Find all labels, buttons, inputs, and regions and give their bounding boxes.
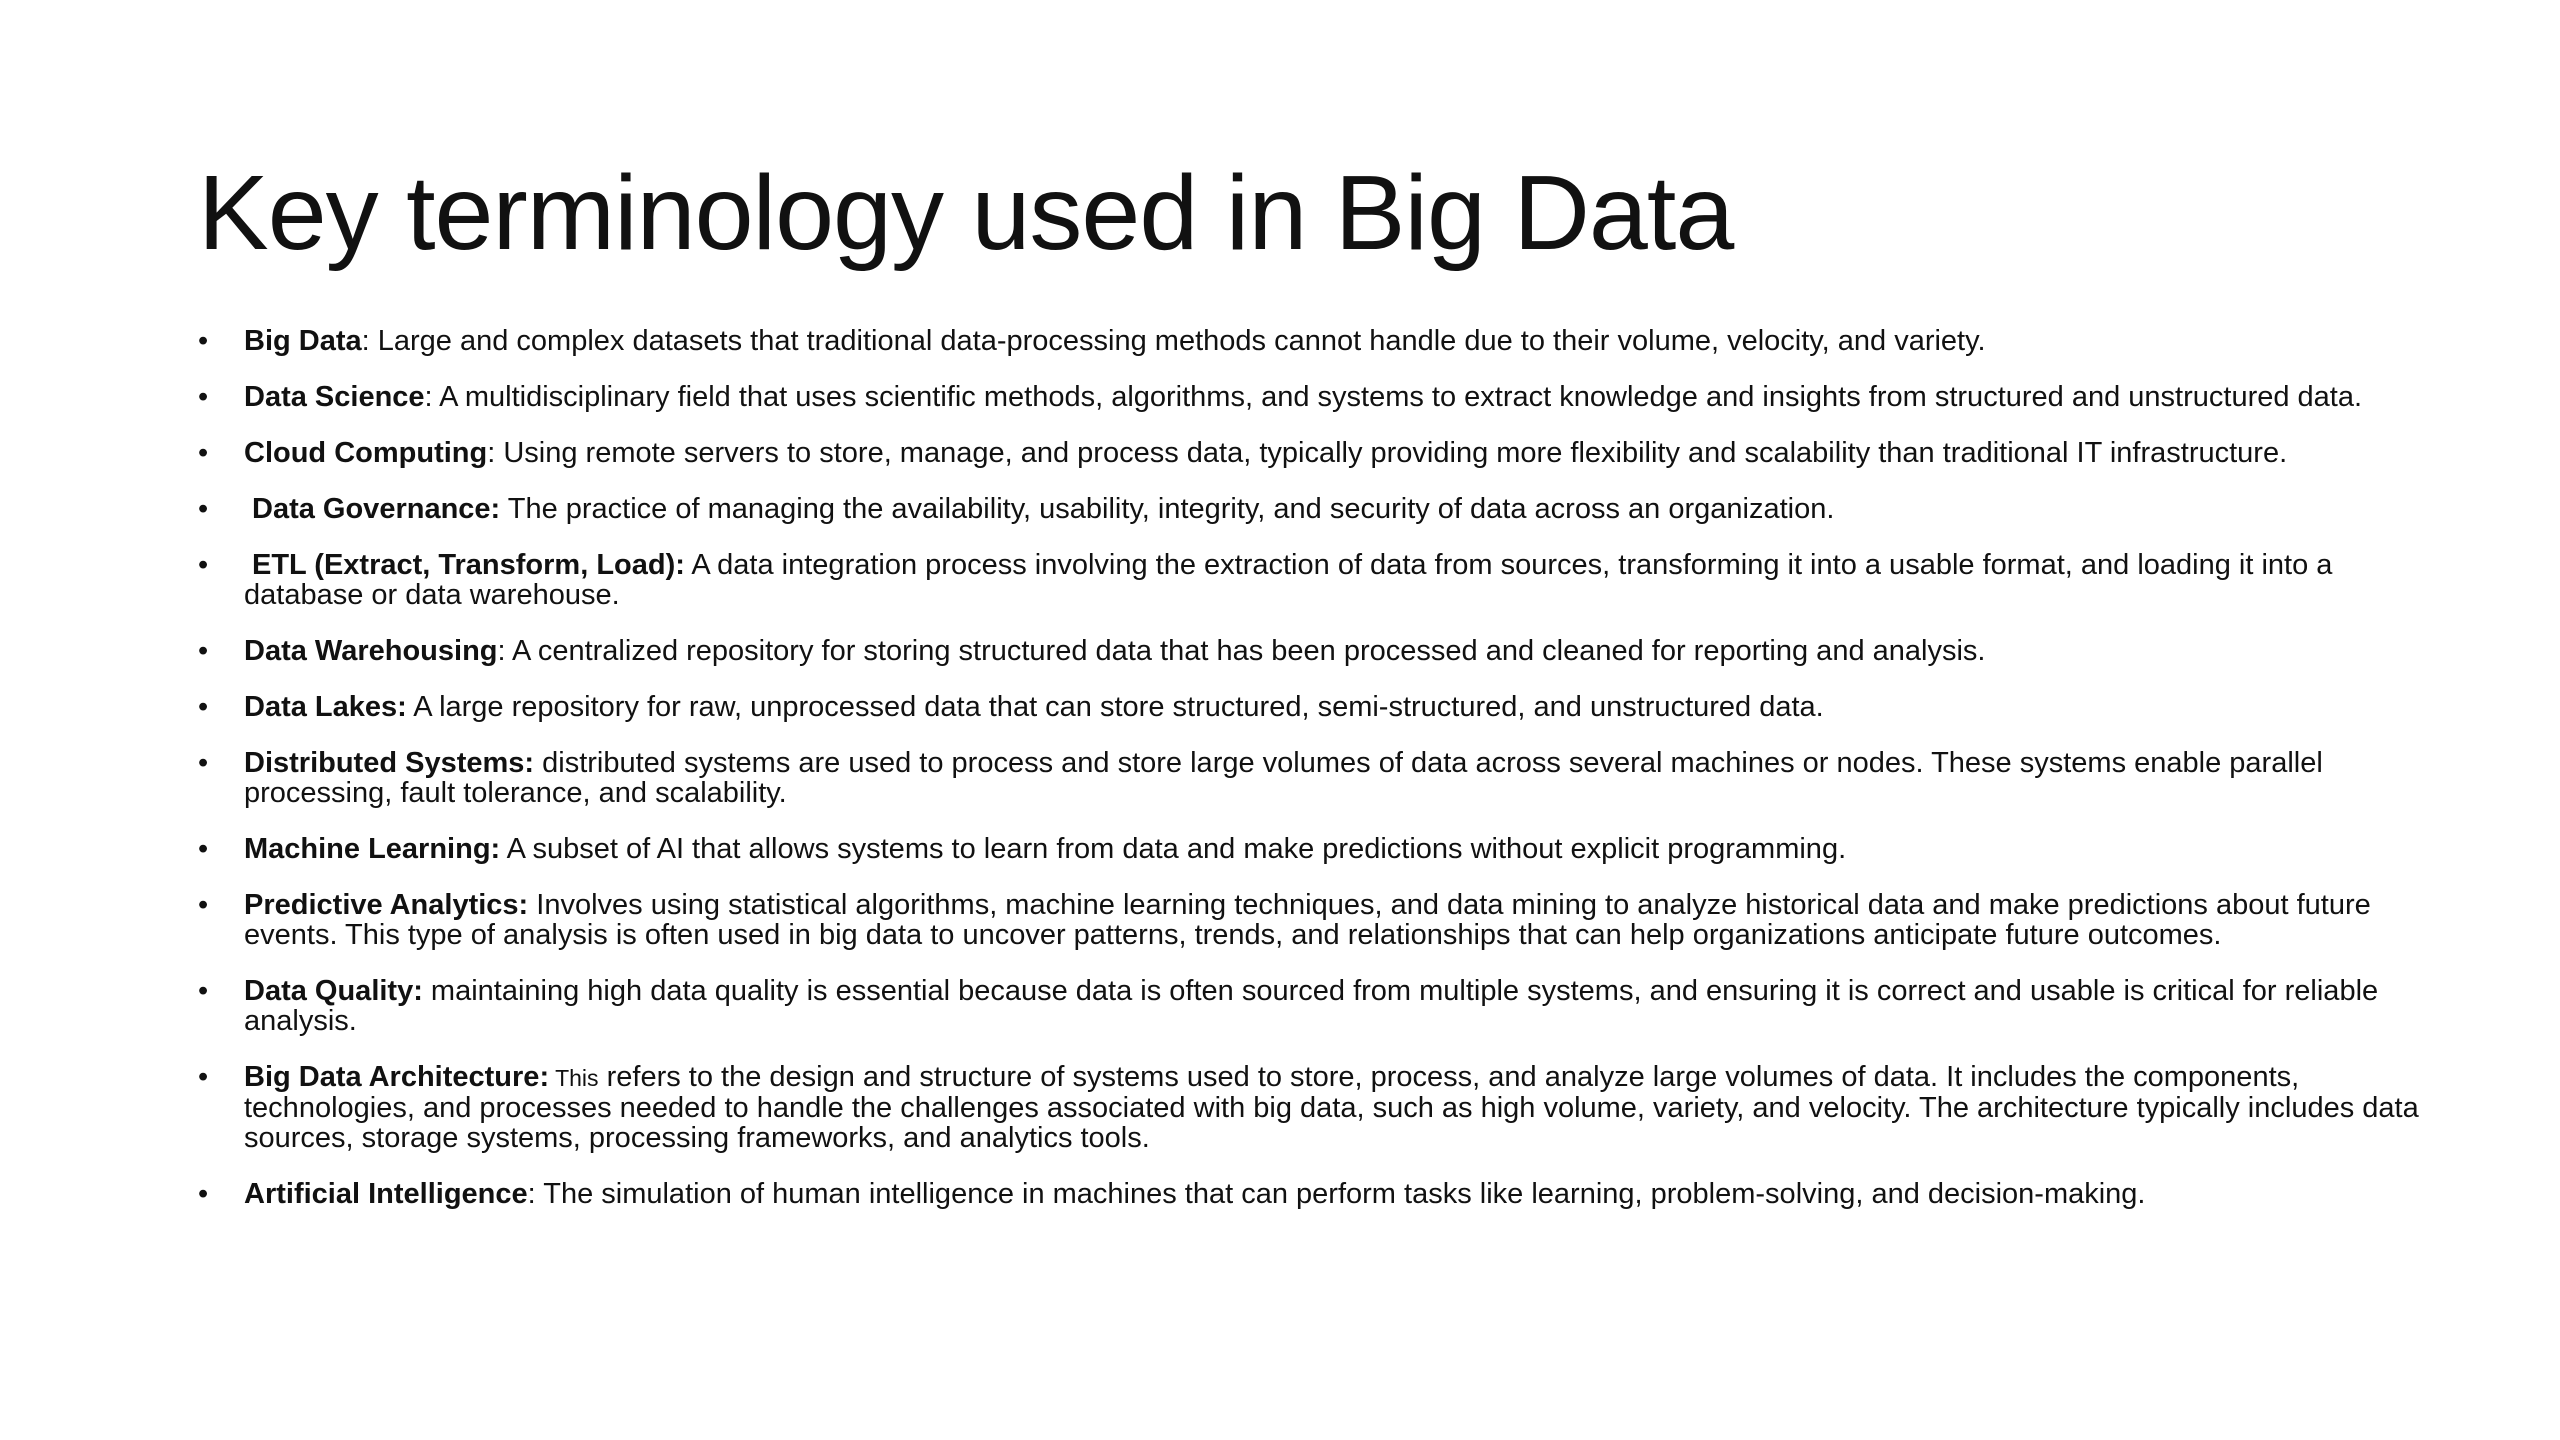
- term-description: The practice of managing the availability, usability, integrity, and security of data across an organization.: [500, 493, 1835, 525]
- term-label: Artificial Intelligence: [244, 1178, 528, 1210]
- term-label: Data Warehousing: [244, 635, 498, 667]
- term-description: A subset of AI that allows systems to learn from data and make predictions without explicit programming.: [500, 833, 1847, 865]
- term-description: maintaining high data quality is essential because data is often sourced from multiple systems, and ensuring it is correct and usable is critical for reliable analysis.: [244, 975, 2379, 1037]
- term-description: A data integration process involving the extraction of data from sources, transforming it into a usable format, and loading it into a database or data warehouse.: [244, 549, 2333, 611]
- term-separator: :: [424, 381, 433, 413]
- term-description: Large and complex datasets that traditional data-processing methods cannot handle due to their volume, velocity, and variety.: [369, 325, 1986, 357]
- list-item-cloud-computing: [198, 438, 2458, 468]
- term-label: Big Data Architecture:: [244, 1061, 550, 1093]
- slide-title: Key terminology used in Big Data: [198, 154, 1734, 272]
- term-description: refers to the design and structure of systems used to store, process, and analyze large volumes of data. It includes the components, technologies, and processes needed to handle the challenges associated with big data, such as high volume, variety, and velocity. The architecture typically includes data sources, storage systems, processing frameworks, and analytics tools.: [244, 1061, 2419, 1154]
- term-label: Machine Learning:: [244, 833, 501, 865]
- term-label: Distributed Systems:: [244, 747, 535, 779]
- term-description: A multidisciplinary field that uses scientific methods, algorithms, and systems to extract knowledge and insights from structured and unstructured data.: [432, 381, 2363, 413]
- list-item-data-quality: [198, 976, 2458, 1036]
- list-item-big-data: [198, 326, 2458, 356]
- terminology-list: [198, 326, 2458, 1235]
- term-description: distributed systems are used to process and store large volumes of data across several machines or nodes. These systems enable parallel processing, fault tolerance, and scalability.: [244, 747, 2323, 809]
- term-description: A centralized repository for storing structured data that has been processed and cleaned for reporting and analysis.: [505, 635, 1986, 667]
- list-item-data-warehousing: [198, 636, 2458, 666]
- list-item-etl: [198, 550, 2458, 610]
- term-description: The simulation of human intelligence in machines that can perform tasks like learning, problem-solving, and decision-making.: [535, 1178, 2146, 1210]
- term-label: Data Governance:: [252, 493, 501, 525]
- term-description: Involves using statistical algorithms, machine learning techniques, and data mining to analyze historical data and make predictions about future events. This type of analysis is often used in big data to uncover patterns, trends, and relationships that can help organizations anticipate future outcomes.: [244, 889, 2371, 951]
- list-item-distributed-systems: [198, 748, 2458, 808]
- term-description: Using remote servers to store, manage, and process data, typically providing more flexibility and scalability than traditional IT infrastructure.: [495, 437, 2288, 469]
- list-item-data-science: [198, 382, 2458, 412]
- list-item-predictive-analytics: [198, 890, 2458, 950]
- list-item-data-governance: [198, 494, 2458, 524]
- term-separator: :: [497, 635, 506, 667]
- list-item-machine-learning: [198, 834, 2458, 864]
- term-separator: :: [487, 437, 496, 469]
- term-label: Cloud Computing: [244, 437, 488, 469]
- term-separator: :: [361, 325, 370, 357]
- list-item-artificial-intelligence: [198, 1179, 2458, 1209]
- term-label: Predictive Analytics:: [244, 889, 529, 921]
- term-label: Data Lakes:: [244, 691, 407, 723]
- term-label: ETL (Extract, Transform, Load):: [252, 549, 685, 581]
- term-description: A large repository for raw, unprocessed data that can store structured, semi-structured, and unstructured data.: [406, 691, 1824, 723]
- list-item-data-lakes: [198, 692, 2458, 722]
- list-item-big-data-architecture: [198, 1062, 2458, 1153]
- term-label: Data Quality:: [244, 975, 423, 1007]
- term-lead-word: This: [549, 1065, 599, 1091]
- term-label: Data Science: [244, 381, 425, 413]
- term-separator: :: [527, 1178, 536, 1210]
- term-label: Big Data: [244, 325, 362, 357]
